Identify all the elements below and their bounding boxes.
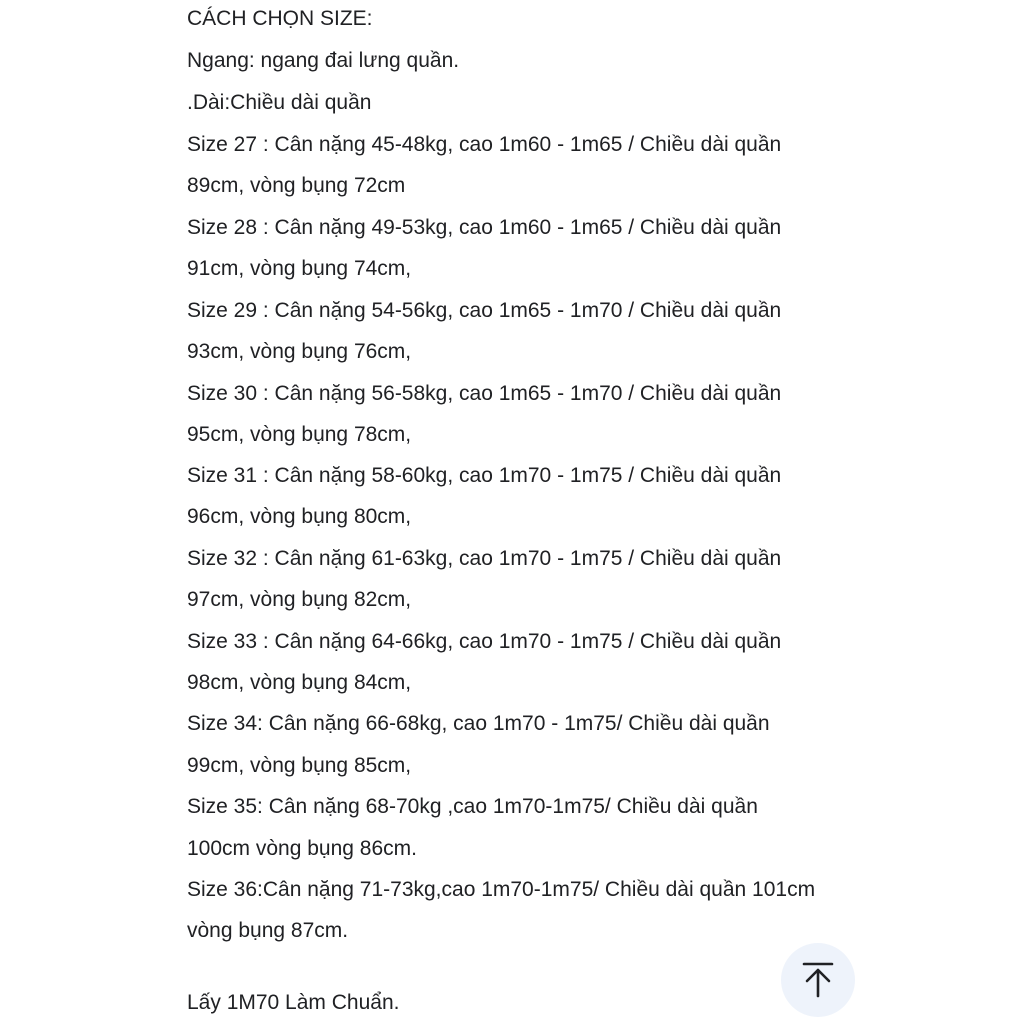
size-line: 97cm, vòng bụng 82cm,	[187, 588, 412, 611]
size-line: Size 36:Cân nặng 71-73kg,cao 1m70-1m75/ Chiều dài quần 101cm	[187, 878, 816, 901]
reference-note: Lấy 1M70 Làm Chuẩn.	[187, 991, 400, 1014]
size-line: Size 30 : Cân nặng 56-58kg, cao 1m65 - 1m70 / Chiều dài quần	[187, 382, 782, 405]
size-line: 96cm, vòng bụng 80cm,	[187, 505, 412, 528]
size-line: Size 32 : Cân nặng 61-63kg, cao 1m70 - 1m75 / Chiều dài quần	[187, 547, 782, 570]
size-line: vòng bụng 87cm.	[187, 919, 349, 942]
size-line: 98cm, vòng bụng 84cm,	[187, 671, 412, 694]
size-line: 91cm, vòng bụng 74cm,	[187, 257, 412, 280]
scroll-to-top-button[interactable]	[781, 943, 855, 1017]
size-line: 95cm, vòng bụng 78cm,	[187, 423, 412, 446]
width-definition: Ngang: ngang đai lưng quần.	[187, 49, 460, 72]
size-guide-title: CÁCH CHỌN SIZE:	[187, 7, 373, 30]
length-definition: .Dài:Chiều dài quần	[187, 91, 372, 114]
arrow-up-to-top-icon	[800, 960, 836, 1000]
size-line: Size 31 : Cân nặng 58-60kg, cao 1m70 - 1m75 / Chiều dài quần	[187, 464, 782, 487]
size-line: Size 35: Cân nặng 68-70kg ,cao 1m70-1m75/ Chiều dài quần	[187, 795, 758, 818]
size-line: 100cm vòng bụng 86cm.	[187, 837, 417, 860]
size-line: Size 34: Cân nặng 66-68kg, cao 1m70 - 1m75/ Chiều dài quần	[187, 712, 770, 735]
size-line: Size 28 : Cân nặng 49-53kg, cao 1m60 - 1m65 / Chiều dài quần	[187, 216, 782, 239]
size-line: Size 33 : Cân nặng 64-66kg, cao 1m70 - 1m75 / Chiều dài quần	[187, 630, 782, 653]
size-line: 93cm, vòng bụng 76cm,	[187, 340, 412, 363]
size-line: 89cm, vòng bụng 72cm	[187, 174, 406, 197]
size-line: 99cm, vòng bụng 85cm,	[187, 754, 412, 777]
size-line: Size 29 : Cân nặng 54-56kg, cao 1m65 - 1m70 / Chiều dài quần	[187, 299, 782, 322]
size-line: Size 27 : Cân nặng 45-48kg, cao 1m60 - 1m65 / Chiều dài quần	[187, 133, 782, 156]
